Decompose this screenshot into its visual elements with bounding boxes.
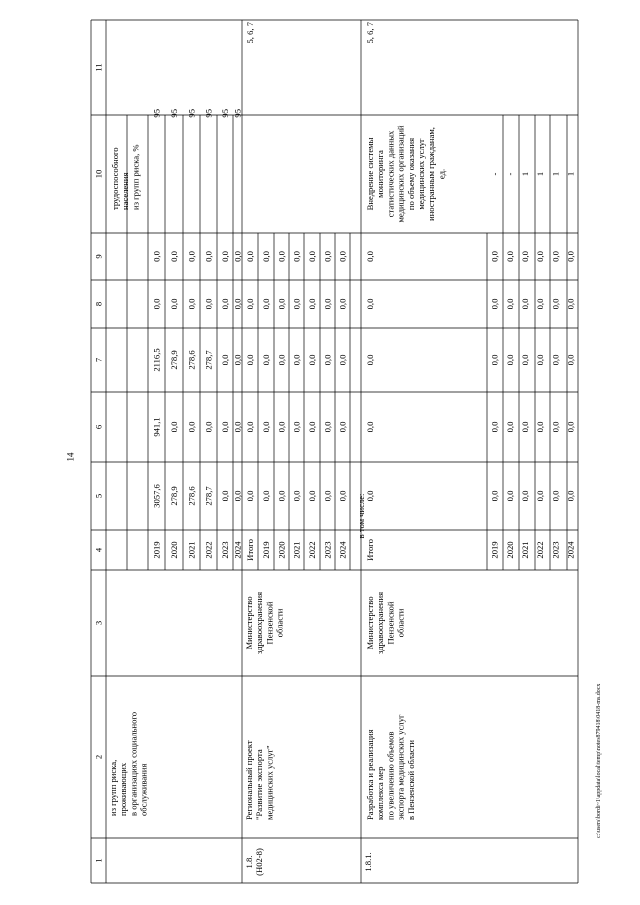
block-c-col10-text: иностранным гражданам, — [426, 127, 437, 221]
year-cell: 2023 — [220, 541, 230, 559]
value-cell: 0,0 — [337, 298, 348, 310]
value-cell: 0,0 — [261, 490, 271, 502]
value-cell: 0,0 — [203, 251, 214, 262]
value-cell: 0,0 — [322, 490, 333, 502]
block-a-col2-text: проживающих — [118, 762, 129, 816]
value-cell: 0,0 — [535, 251, 546, 262]
value-cell: 0,0 — [307, 354, 317, 366]
year-cell: 2022 — [203, 541, 214, 559]
value-cell: 0,0 — [245, 298, 255, 310]
value-cell: 0,0 — [520, 298, 530, 310]
block-a-col2-text: в организациях социального — [128, 711, 139, 816]
value-cell: 278,7 — [203, 350, 214, 370]
year-cell: 2020 — [504, 541, 515, 559]
value-cell: 0,0 — [276, 490, 287, 502]
value-cell: 0,0 — [565, 490, 576, 502]
value-cell: 0,0 — [550, 298, 561, 310]
value-cell: 0,0 — [322, 354, 333, 366]
value-cell: 0,0 — [550, 251, 561, 262]
value-cell: 0,0 — [365, 354, 375, 366]
value-cell: 0,0 — [504, 251, 515, 262]
year-cell: 2020 — [169, 541, 179, 559]
block-b-col3-text: Министерство — [244, 596, 254, 650]
value-cell: 0,0 — [186, 421, 197, 433]
block-c-col2-text: экспорта медицинских услуг — [395, 714, 406, 820]
block-a-col10-text: из групп риска, % — [130, 144, 141, 210]
value-cell: 0,0 — [322, 421, 333, 433]
value-cell: 0,0 — [337, 251, 348, 262]
value-cell: 1 — [550, 171, 561, 177]
value-cell: 0,0 — [504, 354, 515, 366]
divider-label: в том числе: — [356, 493, 366, 539]
column-number: 2 — [93, 754, 104, 760]
block-a-col2-text: из групп риска, — [108, 759, 118, 816]
block-a-col10-text: трудоспособного — [110, 147, 120, 210]
block-b-col2-text: Региональный проект — [244, 740, 254, 820]
value-cell: 0,0 — [232, 354, 243, 366]
value-cell: 0,0 — [565, 251, 576, 262]
block-c-col2-text: Разработка и реализация — [365, 729, 375, 820]
value-cell: 0,0 — [565, 298, 576, 310]
value-cell: 0,0 — [261, 298, 271, 310]
block-c-col2-text: по увеличению объемов — [385, 731, 396, 820]
value-cell: 95 — [203, 109, 214, 118]
value-cell: 0,0 — [307, 421, 317, 433]
value-cell: 0,0 — [535, 490, 546, 502]
value-cell: 0,0 — [504, 421, 515, 433]
value-cell: 0,0 — [232, 298, 243, 310]
value-cell: 0,0 — [489, 421, 500, 433]
value-cell: 0,0 — [307, 490, 317, 502]
value-cell: 278,7 — [203, 486, 214, 506]
value-cell: 0,0 — [550, 354, 561, 366]
value-cell: 0,0 — [151, 298, 162, 310]
value-cell: 0,0 — [276, 421, 287, 433]
value-cell: 0,0 — [220, 354, 230, 366]
value-cell: 0,0 — [365, 251, 375, 262]
column-number: 6 — [93, 424, 104, 430]
block-b-col3-text: области — [274, 608, 285, 638]
block-b-col11-text: 5, 6, 7 — [245, 22, 255, 44]
value-cell: 0,0 — [504, 490, 515, 502]
value-cell: 95 — [186, 109, 197, 118]
value-cell: 0,0 — [535, 354, 546, 366]
value-cell: 0,0 — [550, 490, 561, 502]
value-cell: 0,0 — [337, 490, 348, 502]
value-cell: 0,0 — [520, 354, 530, 366]
block-b-col3-text: здравоохранения — [254, 591, 265, 655]
value-cell: 0,0 — [550, 421, 561, 433]
value-cell: - — [504, 172, 515, 176]
value-cell: 0,0 — [365, 490, 375, 502]
year-cell: 2024 — [337, 541, 348, 559]
value-cell: 941,1 — [151, 417, 162, 437]
year-cell: 2024 — [565, 541, 576, 559]
year-cell: 2021 — [520, 541, 530, 559]
block-a-col10-text: населения — [120, 172, 131, 210]
value-cell: - — [489, 172, 500, 176]
value-cell: 0,0 — [232, 421, 243, 433]
value-cell: 278,9 — [169, 350, 179, 370]
value-cell: 95 — [151, 109, 162, 118]
year-cell: 2021 — [186, 541, 197, 559]
value-cell: 0,0 — [220, 421, 230, 433]
column-number: 7 — [93, 357, 104, 363]
value-cell: 0,0 — [186, 251, 197, 262]
value-cell: 1 — [565, 171, 576, 177]
year-cell: 2019 — [261, 541, 271, 559]
year-cell: Итого — [245, 539, 255, 561]
block-c-col3-text: Министерство — [365, 596, 375, 650]
column-number: 1 — [93, 858, 104, 863]
value-cell: 0,0 — [232, 490, 243, 502]
value-cell: 95 — [220, 109, 230, 118]
value-cell: 0,0 — [565, 421, 576, 433]
block-c-col10-text: по объему оказания — [405, 137, 416, 211]
value-cell: 0,0 — [520, 421, 530, 433]
value-cell: 0,0 — [291, 354, 302, 366]
value-cell: 1 — [520, 171, 530, 177]
value-cell: 0,0 — [307, 298, 317, 310]
year-cell: 2023 — [322, 541, 333, 559]
value-cell: 0,0 — [504, 298, 515, 310]
block-c-col3-text: здравоохранения — [375, 591, 386, 655]
value-cell: 278,6 — [186, 350, 197, 370]
value-cell: 0,0 — [151, 251, 162, 262]
column-number: 3 — [93, 620, 104, 626]
block-c-col1-text: 1.8.1. — [363, 852, 373, 872]
value-cell: 2116,5 — [151, 348, 162, 372]
value-cell: 0,0 — [489, 251, 500, 262]
block-c-col10-text: медицинских услуг — [416, 138, 426, 210]
value-cell: 0,0 — [520, 490, 530, 502]
value-cell: 95 — [232, 109, 243, 118]
year-cell: 2024 — [232, 541, 243, 559]
column-number: 9 — [93, 254, 104, 259]
year-cell: 2019 — [489, 541, 500, 559]
block-b-col2-text: медицинских услуг" — [264, 745, 275, 820]
value-cell: 0,0 — [489, 298, 500, 310]
value-cell: 0,0 — [186, 298, 197, 310]
value-cell: 0,0 — [245, 490, 255, 502]
value-cell: 0,0 — [337, 354, 348, 366]
value-cell: 0,0 — [220, 490, 230, 502]
value-cell: 0,0 — [261, 421, 271, 433]
value-cell: 0,0 — [322, 251, 333, 262]
block-c-col10-text: медицинских организаций — [395, 125, 406, 223]
column-number: 11 — [93, 63, 104, 72]
value-cell: 0,0 — [520, 251, 530, 262]
block-c-col10-text: ед. — [436, 168, 447, 180]
column-number: 8 — [93, 301, 104, 307]
column-number: 5 — [93, 493, 104, 499]
value-cell: 0,0 — [203, 298, 214, 310]
year-cell: 2021 — [291, 541, 302, 559]
value-cell: 0,0 — [489, 490, 500, 502]
block-b-col1-text: 1.8. — [244, 855, 254, 869]
block-c-col3-text: Пензенской — [385, 601, 396, 645]
value-cell: 95 — [169, 109, 179, 118]
year-cell: 2022 — [307, 541, 317, 559]
value-cell: 0,0 — [291, 490, 302, 502]
block-c-col10-text: мониторинга — [375, 150, 386, 198]
value-cell: 0,0 — [291, 251, 302, 262]
value-cell: 0,0 — [245, 251, 255, 262]
year-cell: 2020 — [276, 541, 287, 559]
value-cell: 1 — [535, 171, 546, 177]
block-c-col3-text: области — [395, 608, 406, 638]
value-cell: 0,0 — [322, 298, 333, 310]
value-cell: 0,0 — [291, 298, 302, 310]
value-cell: 0,0 — [245, 421, 255, 433]
value-cell: 0,0 — [565, 354, 576, 366]
value-cell: 0,0 — [291, 421, 302, 433]
year-cell: 2023 — [550, 541, 561, 559]
block-a-col2-text: обслуживания — [138, 763, 149, 816]
value-cell: 0,0 — [261, 251, 271, 262]
column-number: 10 — [93, 169, 104, 179]
value-cell: 0,0 — [307, 251, 317, 262]
value-cell: 0,0 — [203, 421, 214, 433]
value-cell: 0,0 — [276, 354, 287, 366]
value-cell: 3057,6 — [151, 484, 162, 508]
block-c-col10-text: статистических данных — [385, 130, 396, 218]
block-b-col1-text: (Н02-8) — [254, 848, 265, 876]
value-cell: 0,0 — [276, 251, 287, 262]
value-cell: 0,0 — [489, 354, 500, 366]
block-b-col2-text: "Развитие экспорта — [254, 749, 265, 820]
value-cell: 0,0 — [220, 251, 230, 262]
value-cell: 0,0 — [365, 298, 375, 310]
block-c-col2-text: в Пензенской области — [405, 740, 416, 820]
year-cell: Итого — [365, 539, 375, 561]
year-cell: 2019 — [151, 541, 162, 559]
value-cell: 0,0 — [261, 354, 271, 366]
table-grid-lines — [91, 20, 578, 883]
value-cell: 0,0 — [169, 251, 179, 262]
block-b-col3-text: Пензенской — [264, 601, 275, 645]
value-cell: 0,0 — [169, 298, 179, 310]
value-cell: 0,0 — [276, 298, 287, 310]
value-cell: 0,0 — [535, 298, 546, 310]
value-cell: 0,0 — [337, 421, 348, 433]
value-cell: 0,0 — [535, 421, 546, 433]
value-cell: 0,0 — [245, 354, 255, 366]
year-cell: 2022 — [535, 541, 546, 559]
value-cell: 0,0 — [232, 251, 243, 262]
value-cell: 278,9 — [169, 486, 179, 506]
column-number: 4 — [93, 547, 104, 553]
footer-path: c:\users\bordi~1\appdata\local\temp\notes879418\0418-ms.docx — [596, 683, 602, 838]
value-cell: 0,0 — [220, 298, 230, 310]
page-number: 14 — [65, 452, 76, 462]
block-c-col10-text: Внедрение системы — [365, 137, 375, 211]
block-c-col11-text: 5, 6, 7 — [365, 22, 375, 44]
value-cell: 278,6 — [186, 486, 197, 506]
value-cell: 0,0 — [169, 421, 179, 433]
block-c-col2-text: комплекса мер — [375, 766, 386, 820]
value-cell: 0,0 — [365, 421, 375, 433]
